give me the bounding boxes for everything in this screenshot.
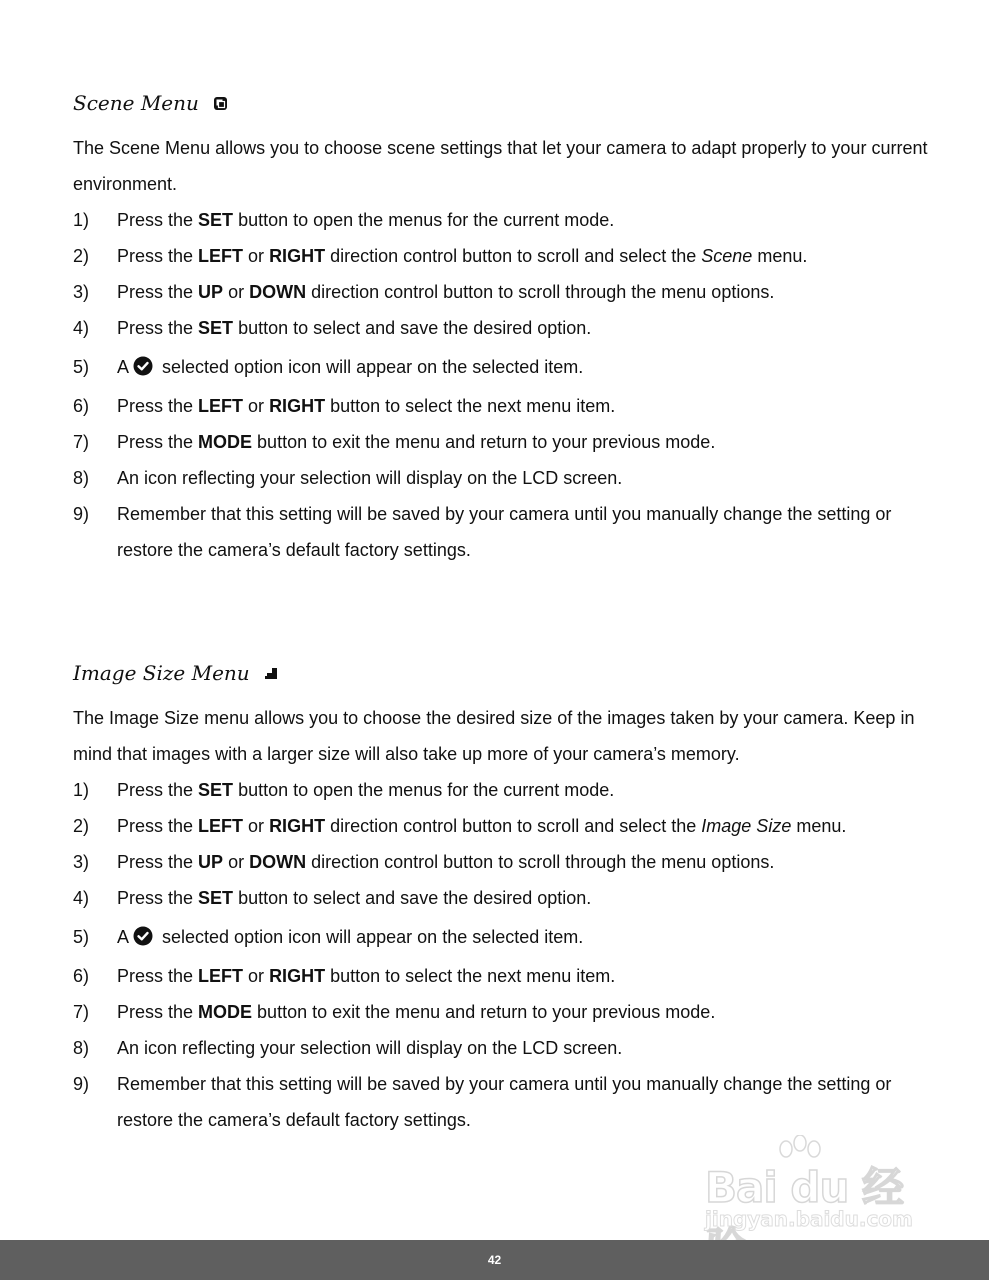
step-number: 3) [73, 852, 90, 872]
step-text: Press the [117, 966, 199, 986]
step-item [73, 496, 943, 568]
step-text: selected option icon will appear on the selected item. [157, 357, 584, 377]
section-title: Image Size Menu [73, 661, 250, 685]
section-title: Scene Menu [73, 91, 199, 115]
step-text: or [243, 816, 270, 836]
step-text: A [117, 927, 130, 947]
step-text: menu. [791, 816, 847, 836]
step-number: 7) [73, 432, 90, 452]
step-text: button to open the menus for the current mode. [233, 210, 615, 230]
bold-text: DOWN [249, 852, 307, 872]
step-text: An icon reflecting your selection will display on the LCD screen. [117, 1038, 623, 1058]
step-text: or [243, 396, 270, 416]
step-item [73, 772, 943, 808]
step-text: direction control button to scroll through the menu options. [306, 282, 775, 302]
step-number: 1) [73, 780, 90, 800]
step-text: Press the [117, 210, 199, 230]
section-scene-menu [73, 88, 943, 568]
step-text: menu. [752, 246, 808, 266]
step-text: Press the [117, 852, 199, 872]
check-circle-icon [133, 926, 153, 946]
step-number: 5) [73, 357, 90, 377]
step-item [73, 994, 943, 1030]
step-text: Press the [117, 246, 199, 266]
step-item [73, 844, 943, 880]
step-text: button to select the next menu item. [325, 966, 616, 986]
italic-text: Scene [701, 246, 753, 266]
step-text: Press the [117, 780, 199, 800]
step-number: 6) [73, 966, 90, 986]
step-text: or [243, 246, 270, 266]
step-text: A [117, 357, 130, 377]
watermark-logo: Bai du 经 [705, 1163, 903, 1212]
step-text: Press the [117, 888, 199, 908]
bold-text: LEFT [198, 816, 244, 836]
step-number: 5) [73, 927, 90, 947]
bold-text: UP [198, 852, 224, 872]
bold-text: SET [198, 888, 234, 908]
section-heading [73, 658, 943, 688]
step-item [73, 1066, 943, 1138]
step-item [73, 880, 943, 916]
bold-text: RIGHT [269, 246, 326, 266]
step-item [73, 310, 943, 346]
step-text: Press the [117, 396, 199, 416]
step-text: Press the [117, 318, 199, 338]
step-item [73, 274, 943, 310]
step-item [73, 202, 943, 238]
page-footer [0, 1240, 989, 1280]
step-number: 6) [73, 396, 90, 416]
step-text: Remember that this setting will be saved by your camera until you manually change the setting or restore the camera’s default factory settings. [117, 1074, 892, 1130]
step-text: button to select and save the desired option. [233, 888, 592, 908]
bold-text: RIGHT [269, 396, 326, 416]
step-text: direction control button to scroll through the menu options. [306, 852, 775, 872]
step-item [73, 1030, 943, 1066]
step-number: 9) [73, 504, 90, 524]
step-text: direction control button to scroll and select the [325, 816, 702, 836]
image-size-icon [264, 666, 279, 681]
step-text: Remember that this setting will be saved by your camera until you manually change the setting or restore the camera’s default factory settings. [117, 504, 892, 560]
check-circle-icon [133, 356, 153, 376]
step-text: button to exit the menu and return to your previous mode. [252, 1002, 716, 1022]
step-text: Press the [117, 282, 199, 302]
bold-text: SET [198, 780, 234, 800]
bold-text: MODE [198, 432, 253, 452]
bold-text: DOWN [249, 282, 307, 302]
bold-text: LEFT [198, 246, 244, 266]
step-text: or [223, 852, 250, 872]
section-intro: The Scene Menu allows you to choose scene settings that let your camera to adapt properly to your current environment. [73, 138, 928, 194]
bold-text: UP [198, 282, 224, 302]
step-text: Press the [117, 432, 199, 452]
bold-text: SET [198, 210, 234, 230]
step-number: 1) [73, 210, 90, 230]
section-intro: The Image Size menu allows you to choose the desired size of the images taken by your camera. Keep in mind that images with a larger size will also take up more of your camera’s memory. [73, 708, 915, 764]
step-text: Press the [117, 816, 199, 836]
step-text: direction control button to scroll and select the [325, 246, 702, 266]
step-text: or [223, 282, 250, 302]
section-image-size-menu [73, 658, 943, 1138]
step-number: 7) [73, 1002, 90, 1022]
step-text: selected option icon will appear on the selected item. [157, 927, 584, 947]
step-item [73, 238, 943, 274]
bold-text: LEFT [198, 396, 244, 416]
italic-text: Image Size [701, 816, 792, 836]
bold-text: RIGHT [269, 816, 326, 836]
step-number: 2) [73, 246, 90, 266]
watermark-url: jingyan.baidu.com [705, 1207, 913, 1231]
step-text: Press the [117, 1002, 199, 1022]
steps-list [73, 202, 943, 568]
step-item [73, 388, 943, 424]
step-text: button to select the next menu item. [325, 396, 616, 416]
bold-text: LEFT [198, 966, 244, 986]
bold-text: MODE [198, 1002, 253, 1022]
step-number: 3) [73, 282, 90, 302]
step-text: button to select and save the desired option. [233, 318, 592, 338]
step-item [73, 424, 943, 460]
step-number: 9) [73, 1074, 90, 1094]
section-heading [73, 88, 943, 118]
step-item [73, 460, 943, 496]
step-number: 4) [73, 888, 90, 908]
bold-text: SET [198, 318, 234, 338]
scene-icon [213, 96, 228, 111]
page-number: 42 [487, 1253, 502, 1267]
step-number: 8) [73, 1038, 90, 1058]
step-text: or [243, 966, 270, 986]
step-item [73, 916, 943, 958]
step-text: An icon reflecting your selection will display on the LCD screen. [117, 468, 623, 488]
baidu-watermark [700, 1135, 940, 1245]
steps-list [73, 772, 943, 1138]
step-item [73, 346, 943, 388]
step-text: button to open the menus for the current mode. [233, 780, 615, 800]
step-number: 8) [73, 468, 90, 488]
step-number: 4) [73, 318, 90, 338]
step-number: 2) [73, 816, 90, 836]
step-item [73, 808, 943, 844]
step-item [73, 958, 943, 994]
bold-text: RIGHT [269, 966, 326, 986]
step-text: button to exit the menu and return to your previous mode. [252, 432, 716, 452]
